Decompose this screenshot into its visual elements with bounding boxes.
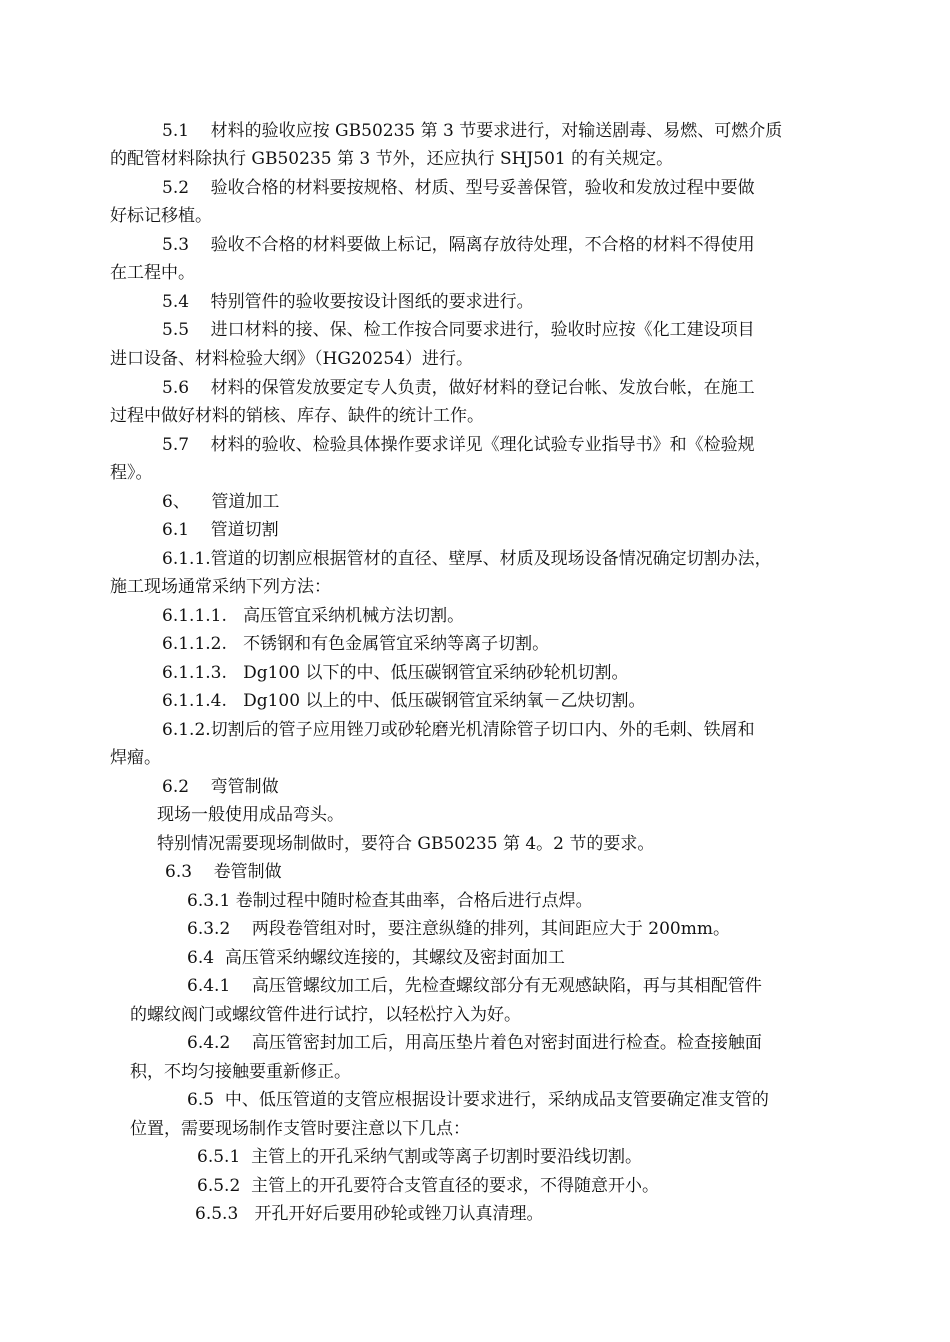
line-6-1-1-a: 6.1.1.管道的切割应根据管材的直径、壁厚、材质及现场设备情况确定切割办法， — [162, 549, 772, 569]
line-5-5-a: 5.5 进口材料的接、保、检工作按合同要求进行，验收时应按《化工建设项目 — [162, 320, 755, 340]
line-5-3-a: 5.3 验收不合格的材料要做上标记，隔离存放待处理，不合格的材料不得使用 — [162, 235, 755, 255]
line-6-1-1-2: 6.1.1.2. 不锈钢和有色金属管宜采纳等离子切割。 — [162, 634, 550, 654]
heading-6: 6、 管道加工 — [162, 492, 280, 512]
line-6-1-1-3: 6.1.1.3. Dg100 以下的中、低压碳钢管宜采纳砂轮机切割。 — [162, 663, 629, 683]
line-6-1-1-b: 施工现场通常采纳下列方法： — [110, 577, 331, 597]
line-6-1-2-a: 6.1.2.切割后的管子应用锉刀或砂轮磨光机清除管子切口内、外的毛刺、铁屑和 — [162, 720, 755, 740]
line-6-4-2-a: 6.4.2 高压管密封加工后，用高压垫片着色对密封面进行检查。检查接触面 — [187, 1033, 762, 1053]
line-5-1-b: 的配管材料除执行 GB50235 第 3 节外，还应执行 SHJ501 的有关规定。 — [110, 149, 674, 169]
line-6-2-b: 特别情况需要现场制做时，要符合 GB50235 第 4。2 节的要求。 — [157, 834, 655, 854]
line-6-5-3: 6.5.3 开孔开好后要用砂轮或锉刀认真清理。 — [195, 1204, 544, 1224]
heading-6-1: 6.1 管道切割 — [162, 520, 279, 540]
line-5-1-a: 5.1 材料的验收应按 GB50235 第 3 节要求进行，对输送剧毒、易燃、可燃介质 — [162, 121, 783, 141]
line-6-1-2-b: 焊瘤。 — [110, 748, 161, 768]
line-6-1-1-4: 6.1.1.4. Dg100 以上的中、低压碳钢管宜采纳氧－乙炔切割。 — [162, 691, 646, 711]
line-6-4-1-a: 6.4.1 高压管螺纹加工后，先检查螺纹部分有无观感缺陷，再与其相配管件 — [187, 976, 762, 996]
line-6-4-2-b: 积，不均匀接触要重新修正。 — [130, 1062, 351, 1082]
line-6-4-1-b: 的螺纹阀门或螺纹管件进行试拧，以轻松拧入为好。 — [130, 1005, 521, 1025]
line-6-1-1-1: 6.1.1.1. 高压管宜采纳机械方法切割。 — [162, 606, 465, 626]
line-5-5-b: 进口设备、材料检验大纲》（HG20254）进行。 — [110, 349, 473, 369]
line-5-6-b: 过程中做好材料的销核、库存、缺件的统计工作。 — [110, 406, 484, 426]
line-5-2-b: 好标记移植。 — [110, 206, 212, 226]
line-6-5-1: 6.5.1 主管上的开孔采纳气割或等离子切割时要沿线切割。 — [197, 1147, 643, 1167]
line-5-3-b: 在工程中。 — [110, 263, 195, 283]
heading-6-2: 6.2 弯管制做 — [162, 777, 279, 797]
heading-6-4: 6.4 高压管采纳螺纹连接的，其螺纹及密封面加工 — [187, 948, 565, 968]
line-5-6-a: 5.6 材料的保管发放要定专人负责，做好材料的登记台帐、发放台帐，在施工 — [162, 378, 755, 398]
line-6-3-2: 6.3.2 两段卷管组对时，要注意纵缝的排列，其间距应大于 200mm。 — [187, 919, 730, 939]
line-5-7-b: 程》。 — [110, 463, 153, 483]
line-5-2-a: 5.2 验收合格的材料要按规格、材质、型号妥善保管，验收和发放过程中要做 — [162, 178, 755, 198]
line-6-5-a: 6.5 中、低压管道的支管应根据设计要求进行，采纳成品支管要确定准支管的 — [187, 1090, 769, 1110]
line-5-4: 5.4 特别管件的验收要按设计图纸的要求进行。 — [162, 292, 534, 312]
line-6-5-b: 位置，需要现场制作支管时要注意以下几点： — [130, 1119, 470, 1139]
heading-6-3: 6.3 卷管制做 — [165, 862, 282, 882]
line-6-2-a: 现场一般使用成品弯头。 — [157, 805, 344, 825]
line-6-5-2: 6.5.2 主管上的开孔要符合支管直径的要求，不得随意开小。 — [197, 1176, 660, 1196]
line-6-3-1: 6.3.1 卷制过程中随时检查其曲率，合格后进行点焊。 — [187, 891, 593, 911]
line-5-7-a: 5.7 材料的验收、检验具体操作要求详见《理化试验专业指导书》和《检验规 — [162, 435, 755, 455]
